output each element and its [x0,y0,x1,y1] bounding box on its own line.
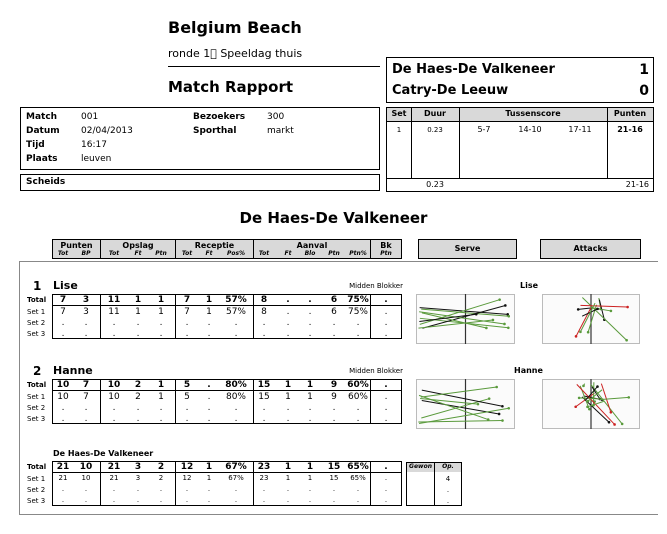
stat-cell: . [136,329,140,339]
trajectory-point [495,386,498,389]
trajectory-point [582,385,585,388]
stat-cell: . [384,329,388,339]
set-duur: 0.23 [427,126,443,134]
stat-cell: 3 [83,307,89,317]
team1-name: De Haes-De Valkeneer [392,62,555,77]
stat-cell: . [207,392,211,402]
stat-cell: . [262,403,266,413]
stat-cell: . [308,414,312,424]
group-label: Aanval [296,241,328,250]
stat-cell: . [308,295,312,305]
stat-cell: . [207,380,211,390]
stat-cell: . [286,496,290,504]
stat-cell: . [286,485,290,493]
col-duur: Duur [424,109,446,118]
scheids-label: Scheids [26,177,66,187]
stat-cell: . [136,414,140,424]
row-label-set3: Set 3 [27,415,46,423]
stat-cell: 3 [135,474,141,482]
stat-cell: 7 [183,295,191,305]
stat-cell: 60% [347,380,369,390]
stat-cell: . [332,414,336,424]
subheader: Ptn% [349,250,367,257]
stat-cell: . [384,485,388,493]
serve-chart-1 [416,294,515,344]
header-divider [168,66,380,67]
stat-cell: . [185,414,189,424]
stat-cell: 57% [225,307,246,317]
stat-cell: 5 [183,380,191,390]
stat-cell: . [112,414,116,424]
subheader: Ft [284,250,292,257]
stat-cell: 1 [206,307,212,317]
stat-cell: . [207,414,211,424]
player-role: Midden Blokker [349,367,403,375]
stat-cell: . [112,318,116,328]
stat-cell: 6 [331,307,337,317]
subheader: Ft [134,250,142,257]
stat-cell: 10 [107,380,121,390]
stat-cell: . [384,318,388,328]
stat-cell: . [286,307,290,317]
stat-cell: . [207,403,211,413]
trajectory-point [626,306,629,309]
match-value: 001 [81,112,99,122]
row-label-total: Total [27,381,47,389]
team1-sets: 1 [639,62,649,78]
stat-cell: 12 [180,462,194,472]
row-label-total: Total [27,463,47,471]
stat-cell: 6 [330,295,338,305]
stat-cell: . [84,496,88,504]
stat-cell: 3 [134,462,142,472]
row-label-set1: Set 1 [27,308,46,316]
stat-cell: . [84,318,88,328]
trajectory-point [498,413,501,416]
player-number: 2 [33,364,42,378]
stat-cell: . [332,485,336,493]
tijd-label: Tijd [26,140,45,150]
stat-cell: . [112,496,116,504]
stat-cell: . [112,329,116,339]
stat-cell: 1 [307,392,313,402]
subheader: Tot [57,250,69,257]
stat-cell: . [159,403,163,413]
stat-cell: 1 [158,307,164,317]
stat-cell: . [61,485,65,493]
stat-cell: 21 [56,462,70,472]
serve-chart-2 [416,379,515,429]
stat-cell: . [234,485,238,493]
stat-cell: . [384,496,388,504]
subheader: Ft [205,250,213,257]
row-label-set3: Set 3 [27,330,46,338]
row-label-set1: Set 1 [27,393,46,401]
trajectory-point [504,304,507,307]
round-label: ronde 1  Speeldag thuis [168,47,303,60]
stat-cell: 11 [107,295,121,305]
col-tussenscore: Tussenscore [505,109,561,118]
stat-cell: 5 [184,392,190,402]
trajectory-point [610,310,613,313]
stat-cell: 1 [135,307,141,317]
subheader: Tot [258,250,270,257]
subheader: BP [81,250,91,257]
row-label-set2: Set 2 [27,404,46,412]
stat-cell: . [384,462,388,472]
stat-cell: . [207,496,211,504]
stat-cell: . [159,414,163,424]
stat-cell: 1 [206,474,212,482]
stat-cell: 1 [285,392,291,402]
set-table [386,107,654,192]
stat-cell: . [61,496,65,504]
stat-cell: . [234,403,238,413]
stat-cell: . [84,414,88,424]
trajectory-point [613,423,616,426]
stat-cell: . [262,496,266,504]
subheader: Ptn [380,250,392,257]
stat-cell: 2 [134,380,142,390]
stat-cell: 1 [307,474,313,482]
stat-cell: . [384,307,388,317]
stat-cell: . [332,318,336,328]
team2-sets: 0 [639,83,649,99]
stat-cell: . [384,414,388,424]
stat-cell: 1 [134,295,142,305]
stat-cell: 80% [225,380,247,390]
subheader: Blo [304,250,316,257]
set-number: 1 [396,126,402,134]
stat-cell: 10 [56,380,70,390]
stat-cell: . [84,485,88,493]
stat-cell: 8 [261,307,267,317]
stat-cell: 8 [260,295,268,305]
row-label-set2: Set 2 [27,319,46,327]
chart-player-name: Hanne [514,366,543,375]
stat-cell: 57% [225,295,247,305]
op-value: . [446,486,450,494]
stat-cell: . [207,318,211,328]
stat-cell: . [332,496,336,504]
stat-cell: 1 [284,380,292,390]
stat-cell: . [356,485,360,493]
stat-cell: 1 [205,295,213,305]
group-label: Receptie [194,241,235,250]
stat-cell: . [332,403,336,413]
stat-cell: . [356,318,360,328]
group-label: Punten [60,241,93,250]
stat-cell: . [262,329,266,339]
bezoekers-value: 300 [267,112,285,122]
stat-cell: 2 [158,474,164,482]
trajectory-point [501,419,504,422]
stat-cell: . [185,329,189,339]
stat-cell: . [136,318,140,328]
attacks-button[interactable]: Attacks [540,239,641,259]
stat-cell: 67% [225,462,247,472]
trajectory-point [627,396,630,399]
stat-cell: . [356,496,360,504]
stat-cell: 10 [79,462,93,472]
row-label-set3: Set 3 [27,497,46,505]
trajectory-point [507,326,510,329]
stat-cell: . [262,318,266,328]
stat-cell: 15 [327,462,341,472]
stat-cell: 7 [83,392,89,402]
match-info [20,107,380,170]
stat-cell: 7 [60,307,66,317]
stat-cell: 1 [157,380,165,390]
stat-cell: 11 [108,307,120,317]
stat-cell: . [332,329,336,339]
trajectory-point [503,323,506,326]
stat-cell: 21 [109,474,119,482]
trajectory-point [475,313,478,316]
col-set: Set [391,109,407,118]
subheader: Ptn [328,250,340,257]
trajectory-point [579,331,582,334]
stat-cell: . [356,414,360,424]
trajectory-point [488,397,491,400]
tijd-value: 16:17 [81,140,107,150]
stat-cell: . [308,496,312,504]
trajectory-point [492,319,495,322]
stat-cell: 65% [350,474,366,482]
stat-cell: 1 [306,380,314,390]
trajectory-point [507,315,510,318]
row-label-set2: Set 2 [27,486,46,494]
player-number: 1 [33,279,42,293]
op-label: Op. [442,463,454,470]
attack-chart-1 [542,294,640,344]
stat-cell: . [61,403,65,413]
stat-cell: . [112,403,116,413]
stat-cell: . [159,496,163,504]
stat-cell: . [234,496,238,504]
stat-cell: 1 [284,462,292,472]
stat-cell: . [262,414,266,424]
stat-cell: . [384,403,388,413]
tussenscore-3: 17-11 [568,125,592,134]
stat-cell: . [61,414,65,424]
stat-cell: . [262,485,266,493]
stat-cell: 2 [157,462,165,472]
total-duur: 0.23 [426,180,444,189]
stat-cell: . [136,485,140,493]
stat-cell: 7 [82,380,90,390]
club-title: Belgium Beach [168,18,302,37]
col-punten: Punten [613,109,647,118]
stat-cell: . [159,329,163,339]
player-role: Midden Blokker [349,282,403,290]
stat-cell: 67% [228,474,244,482]
stat-cell: 10 [57,392,69,402]
stat-cell: . [159,485,163,493]
row-label-set1: Set 1 [27,475,46,483]
subheader: Ptn [155,250,167,257]
set-punten: 21-16 [617,125,643,134]
stat-cell: 23 [257,462,271,472]
stat-cell: 75% [347,295,369,305]
team2-name: Catry-De Leeuw [392,83,509,98]
stat-cell: 65% [347,462,369,472]
stat-cell: . [84,403,88,413]
stat-cell: . [356,329,360,339]
stat-cell: 15 [257,380,271,390]
trajectory-point [621,423,624,426]
datum-label: Datum [26,126,60,136]
stat-cell: . [308,403,312,413]
op-value: . [446,497,450,505]
stat-cell: . [61,329,65,339]
trajectory-point [586,406,589,409]
report-title: Match Rapport [168,78,294,96]
trajectory-point [587,400,590,403]
stat-cell: 7 [59,295,67,305]
stat-cell: . [286,414,290,424]
stat-cell: . [308,318,312,328]
scheids-box [20,174,380,191]
stat-cell: 80% [225,392,246,402]
trajectory-point [498,298,501,301]
stat-cell: 1 [157,295,165,305]
stat-cell: 10 [108,392,120,402]
plaats-label: Plaats [26,154,58,164]
trajectory-point [574,405,577,408]
trajectory-point [577,308,580,311]
stat-cell: 1 [285,474,291,482]
stat-cell: 60% [347,392,368,402]
stat-cell: . [234,329,238,339]
datum-value: 02/04/2013 [81,126,133,136]
stat-cell: 1 [205,462,213,472]
stat-cell: . [185,403,189,413]
stat-cell: 12 [182,474,192,482]
tussenscore-2: 14-10 [518,125,542,134]
stat-cell: . [308,485,312,493]
team-title: De Haes-De Valkeneer [239,209,428,227]
trajectory-point [477,403,480,406]
trajectory-point [487,418,490,421]
scoreboard [386,57,654,103]
stat-cell: 3 [82,295,90,305]
stat-cell: . [286,295,290,305]
serve-button[interactable]: Serve [418,239,517,259]
stat-cell: 21 [107,462,121,472]
attack-chart-2 [542,379,640,429]
trajectory-point [625,339,628,342]
stat-cell: . [207,485,211,493]
stat-cell: . [308,307,312,317]
stat-cell: 75% [347,307,368,317]
stat-cell: 1 [306,462,314,472]
trajectory-point [501,405,504,408]
tussenscore-1: 5-7 [477,125,491,134]
trajectory-point [610,411,613,414]
sporthal-label: Sporthal [193,126,237,136]
stat-cell: . [207,329,211,339]
stat-cell: 1 [158,392,164,402]
stat-cell: . [159,318,163,328]
stat-cell: . [286,318,290,328]
trajectory-point [575,335,578,338]
trajectory-point [596,308,599,311]
trajectory-point [578,397,581,400]
team-summary-label: De Haes-De Valkeneer [53,449,154,458]
stat-cell: 21 [58,474,68,482]
trajectory-point [608,421,611,424]
group-label: Bk [380,241,392,250]
stat-cell: 23 [259,474,269,482]
stat-cell: . [185,318,189,328]
stat-cell: . [286,329,290,339]
player-name: Lise [53,279,78,292]
stat-cell: . [84,329,88,339]
stat-cell: 15 [329,474,339,482]
stat-cell: . [234,414,238,424]
stat-cell: . [308,329,312,339]
stat-cell: 15 [258,392,270,402]
stat-cell: 9 [330,380,338,390]
stat-cell: . [185,485,189,493]
stat-cell: . [185,496,189,504]
trajectory-point [596,385,599,388]
match-label: Match [26,112,58,122]
stat-cell: 7 [184,307,190,317]
stat-cell: 2 [135,392,141,402]
stat-cell: 10 [81,474,91,482]
stat-cell: . [384,380,388,390]
stat-cell: . [112,485,116,493]
subheader: Tot [108,250,120,257]
stat-cell: . [384,474,388,482]
stat-cell: . [136,496,140,504]
stat-cell: . [384,295,388,305]
player-name: Hanne [53,364,93,377]
trajectory-point [588,408,591,411]
stat-cell: . [286,403,290,413]
group-label: Opslag [122,241,154,250]
stat-cell: 9 [331,392,337,402]
subheader: Tot [181,250,193,257]
chart-player-name: Lise [520,281,539,290]
trajectory-point [587,331,590,334]
subheader: Pos% [226,250,246,257]
stat-cell: . [61,318,65,328]
gewon-label: Gewon [409,463,432,470]
trajectory-point [485,327,488,330]
stat-cell: . [384,392,388,402]
total-punten: 21-16 [625,180,649,189]
trajectory-point [507,407,510,410]
bezoekers-label: Bezoekers [193,112,246,122]
stat-cell: . [234,318,238,328]
stat-cell: . [356,403,360,413]
stat-cell: . [136,403,140,413]
sporthal-value: markt [267,126,294,136]
plaats-value: leuven [81,154,112,164]
op-value: 4 [445,475,451,483]
row-label-total: Total [27,296,47,304]
